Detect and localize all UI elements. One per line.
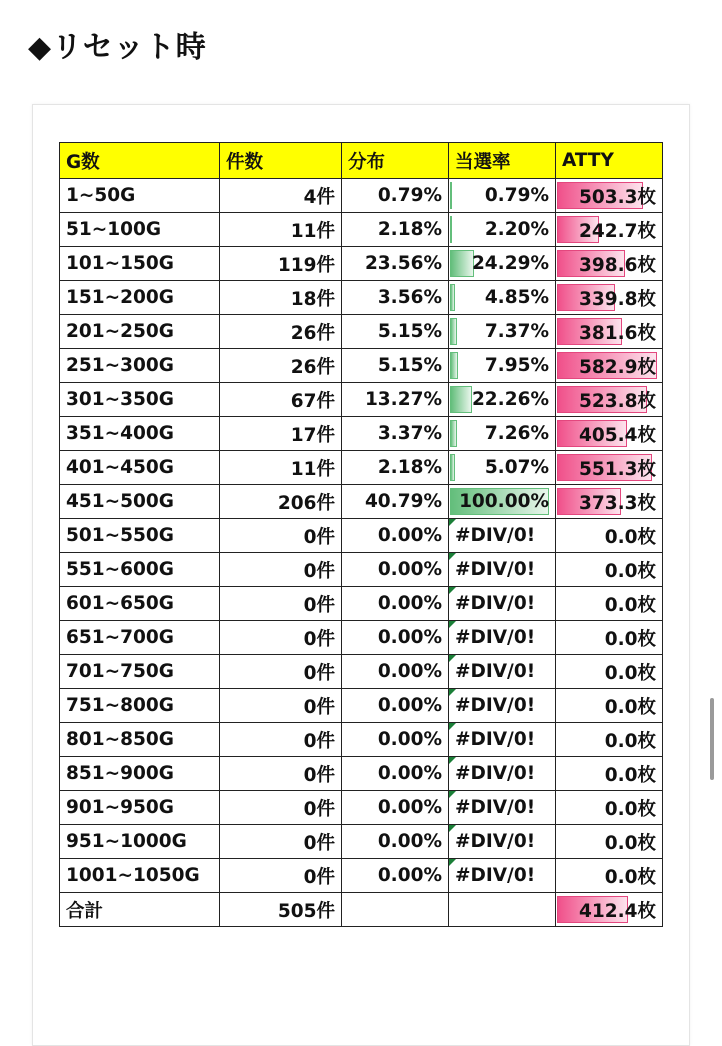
count-cell [220, 757, 342, 791]
atty-cell [556, 349, 663, 383]
distribution-cell-text: 0.00% [377, 627, 442, 648]
count-cell-text: 119件 [277, 254, 335, 276]
atty-cell [556, 893, 663, 927]
distribution-cell [342, 587, 449, 621]
table-row [60, 417, 663, 451]
table-row [60, 315, 663, 349]
hit-rate-cell [449, 757, 556, 791]
count-cell [220, 315, 342, 349]
range-cell [60, 791, 220, 825]
range-cell-text: 101~150G [66, 253, 174, 274]
hit-rate-databar [450, 352, 458, 379]
count-cell [220, 383, 342, 417]
total-label-cell [60, 893, 220, 927]
hit-rate-databar [450, 454, 455, 481]
atty-cell [556, 247, 663, 281]
distribution-cell-text: 0.00% [377, 661, 442, 682]
count-cell-text: 0件 [303, 526, 335, 548]
count-cell [220, 825, 342, 859]
error-marker-icon [449, 723, 456, 730]
header-atty: ATTY [556, 143, 663, 179]
distribution-cell [342, 621, 449, 655]
hit-rate-databar [450, 284, 455, 311]
header-distribution: 分布 [342, 143, 449, 179]
count-cell-text: 0件 [303, 866, 335, 888]
table-row [60, 281, 663, 315]
hit-rate-cell-text: #DIV/0! [455, 763, 536, 784]
hit-rate-cell-text: 22.26% [471, 389, 549, 410]
range-cell-text: 151~200G [66, 287, 174, 308]
hit-rate-cell [449, 621, 556, 655]
hit-rate-databar [450, 386, 472, 413]
atty-cell [556, 315, 663, 349]
atty-cell-text: 0.0枚 [604, 560, 656, 582]
hit-rate-cell [449, 893, 556, 927]
distribution-cell-text: 0.00% [377, 729, 442, 750]
distribution-cell [342, 485, 449, 519]
range-cell [60, 621, 220, 655]
atty-cell-text: 0.0枚 [604, 730, 656, 752]
table-row [60, 451, 663, 485]
table-row [60, 621, 663, 655]
count-cell [220, 519, 342, 553]
atty-cell-text: 582.9枚 [578, 356, 656, 378]
count-cell-text: 0件 [303, 798, 335, 820]
atty-cell [556, 485, 663, 519]
range-cell [60, 587, 220, 621]
hit-rate-cell-text: #DIV/0! [455, 661, 536, 682]
total-label-cell-text: 合計 [66, 900, 104, 922]
atty-cell [556, 383, 663, 417]
count-cell-text: 11件 [290, 220, 335, 242]
count-cell-text: 18件 [290, 288, 335, 310]
hit-rate-cell-text: 24.29% [471, 253, 549, 274]
atty-cell-text: 242.7枚 [578, 220, 656, 242]
atty-cell-text: 503.3枚 [578, 186, 656, 208]
count-cell [220, 179, 342, 213]
count-cell-text: 67件 [290, 390, 335, 412]
count-cell [220, 655, 342, 689]
count-cell-text: 0件 [303, 594, 335, 616]
count-cell-text: 0件 [303, 696, 335, 718]
count-cell [220, 587, 342, 621]
count-cell-text: 4件 [303, 186, 335, 208]
error-marker-icon [449, 757, 456, 764]
hit-rate-cell [449, 451, 556, 485]
range-cell [60, 723, 220, 757]
error-marker-icon [449, 791, 456, 798]
range-cell [60, 349, 220, 383]
table-row [60, 485, 663, 519]
distribution-cell-text: 0.00% [377, 865, 442, 886]
hit-rate-cell [449, 553, 556, 587]
error-marker-icon [449, 519, 456, 526]
distribution-cell-text: 5.15% [377, 355, 442, 376]
error-marker-icon [449, 655, 456, 662]
atty-cell-text: 412.4枚 [578, 900, 656, 922]
hit-rate-cell-text: 5.07% [484, 457, 549, 478]
distribution-cell-text: 2.18% [377, 219, 442, 240]
atty-cell-text: 0.0枚 [604, 866, 656, 888]
hit-rate-cell [449, 791, 556, 825]
error-marker-icon [449, 587, 456, 594]
count-cell-text: 0件 [303, 730, 335, 752]
atty-cell [556, 825, 663, 859]
table-row [60, 213, 663, 247]
count-cell-text: 17件 [290, 424, 335, 446]
range-cell-text: 401~450G [66, 457, 174, 478]
table-header-row [60, 143, 663, 179]
count-cell-text: 0件 [303, 560, 335, 582]
atty-cell [556, 281, 663, 315]
atty-cell-text: 0.0枚 [604, 798, 656, 820]
table-row [60, 247, 663, 281]
atty-cell-text: 0.0枚 [604, 662, 656, 684]
range-cell-text: 751~800G [66, 695, 174, 716]
hit-rate-cell [449, 689, 556, 723]
range-cell-text: 251~300G [66, 355, 174, 376]
range-cell [60, 383, 220, 417]
table-total-row [60, 893, 663, 927]
hit-rate-cell-text: 7.95% [484, 355, 549, 376]
distribution-cell-text: 0.00% [377, 593, 442, 614]
atty-cell [556, 451, 663, 485]
atty-cell [556, 689, 663, 723]
count-cell-text: 26件 [290, 356, 335, 378]
atty-cell-text: 0.0枚 [604, 696, 656, 718]
atty-cell [556, 417, 663, 451]
atty-cell-text: 373.3枚 [578, 492, 656, 514]
count-cell [220, 417, 342, 451]
hit-rate-cell-text: 7.37% [484, 321, 549, 342]
hit-rate-cell-text: #DIV/0! [455, 797, 536, 818]
hit-rate-cell-text: 100.00% [459, 491, 549, 512]
hit-rate-databar [450, 318, 457, 345]
atty-cell [556, 791, 663, 825]
hit-rate-cell [449, 383, 556, 417]
range-cell [60, 825, 220, 859]
atty-cell [556, 519, 663, 553]
range-cell-text: 701~750G [66, 661, 174, 682]
count-cell-text: 26件 [290, 322, 335, 344]
range-cell-text: 651~700G [66, 627, 174, 648]
hit-rate-cell [449, 315, 556, 349]
header-hit-rate: 当選率 [449, 143, 556, 179]
count-cell [220, 485, 342, 519]
distribution-cell-text: 0.00% [377, 525, 442, 546]
distribution-cell [342, 349, 449, 383]
count-cell-text: 505件 [277, 900, 335, 922]
atty-cell-text: 381.6枚 [578, 322, 656, 344]
error-marker-icon [449, 553, 456, 560]
hit-rate-cell-text: 0.79% [484, 185, 549, 206]
distribution-cell-text: 2.18% [377, 457, 442, 478]
hit-rate-cell-text: #DIV/0! [455, 559, 536, 580]
distribution-cell [342, 791, 449, 825]
hit-rate-cell [449, 417, 556, 451]
range-cell [60, 179, 220, 213]
hit-rate-cell-text: #DIV/0! [455, 729, 536, 750]
distribution-cell [342, 757, 449, 791]
table-row [60, 179, 663, 213]
atty-cell [556, 655, 663, 689]
count-cell-text: 11件 [290, 458, 335, 480]
range-cell [60, 213, 220, 247]
page-scrollbar[interactable] [710, 698, 714, 780]
hit-rate-cell-text: 2.20% [484, 219, 549, 240]
count-cell [220, 791, 342, 825]
count-cell [220, 689, 342, 723]
range-cell-text: 851~900G [66, 763, 174, 784]
count-cell-text: 0件 [303, 628, 335, 650]
hit-rate-cell-text: 7.26% [484, 423, 549, 444]
hit-rate-cell [449, 247, 556, 281]
hit-rate-cell [449, 485, 556, 519]
range-cell [60, 485, 220, 519]
atty-cell [556, 723, 663, 757]
range-cell [60, 247, 220, 281]
atty-cell-text: 0.0枚 [604, 832, 656, 854]
range-cell [60, 281, 220, 315]
range-cell [60, 689, 220, 723]
count-cell-text: 0件 [303, 662, 335, 684]
table-row [60, 723, 663, 757]
distribution-cell [342, 281, 449, 315]
atty-cell [556, 553, 663, 587]
distribution-cell [342, 689, 449, 723]
range-cell [60, 519, 220, 553]
distribution-cell [342, 893, 449, 927]
error-marker-icon [449, 689, 456, 696]
distribution-cell [342, 383, 449, 417]
distribution-cell-text: 0.00% [377, 763, 442, 784]
count-cell [220, 213, 342, 247]
range-cell-text: 351~400G [66, 423, 174, 444]
hit-rate-databar [450, 250, 474, 277]
range-cell-text: 1~50G [66, 185, 136, 206]
section-heading: ◆リセット時 [28, 30, 207, 65]
atty-cell-text: 0.0枚 [604, 764, 656, 786]
distribution-cell [342, 213, 449, 247]
distribution-cell-text: 40.79% [364, 491, 442, 512]
hit-rate-cell [449, 859, 556, 893]
distribution-cell-text: 23.56% [364, 253, 442, 274]
hit-rate-cell [449, 519, 556, 553]
atty-cell-text: 523.8枚 [578, 390, 656, 412]
atty-cell-text: 339.8枚 [578, 288, 656, 310]
count-cell [220, 723, 342, 757]
count-cell [220, 281, 342, 315]
distribution-cell-text: 0.00% [377, 797, 442, 818]
hit-rate-databar [450, 216, 452, 243]
count-cell [220, 621, 342, 655]
count-cell [220, 553, 342, 587]
range-cell-text: 801~850G [66, 729, 174, 750]
distribution-cell [342, 247, 449, 281]
hit-rate-cell [449, 349, 556, 383]
distribution-cell [342, 315, 449, 349]
atty-cell [556, 213, 663, 247]
range-cell-text: 501~550G [66, 525, 174, 546]
range-cell-text: 601~650G [66, 593, 174, 614]
hit-rate-cell-text: #DIV/0! [455, 695, 536, 716]
table-row [60, 791, 663, 825]
hit-rate-cell-text: #DIV/0! [455, 593, 536, 614]
range-cell-text: 301~350G [66, 389, 174, 410]
atty-cell-text: 0.0枚 [604, 594, 656, 616]
hit-rate-cell [449, 281, 556, 315]
count-cell [220, 451, 342, 485]
atty-cell [556, 859, 663, 893]
range-cell-text: 201~250G [66, 321, 174, 342]
table-row [60, 655, 663, 689]
distribution-cell-text: 0.79% [377, 185, 442, 206]
table-row [60, 859, 663, 893]
hit-rate-cell [449, 723, 556, 757]
range-cell [60, 655, 220, 689]
table-row [60, 553, 663, 587]
table-row [60, 349, 663, 383]
range-cell [60, 451, 220, 485]
hit-rate-cell [449, 179, 556, 213]
hit-rate-cell [449, 825, 556, 859]
range-cell-text: 51~100G [66, 219, 162, 240]
table-row [60, 689, 663, 723]
range-cell [60, 553, 220, 587]
range-cell-text: 551~600G [66, 559, 174, 580]
reset-stats-table [59, 142, 663, 927]
range-cell-text: 451~500G [66, 491, 174, 512]
distribution-cell [342, 417, 449, 451]
table-row [60, 383, 663, 417]
atty-cell-text: 398.6枚 [578, 254, 656, 276]
hit-rate-databar [450, 420, 457, 447]
atty-cell [556, 621, 663, 655]
range-cell [60, 859, 220, 893]
atty-cell [556, 179, 663, 213]
table-row [60, 587, 663, 621]
range-cell-text: 951~1000G [66, 831, 187, 852]
table-row [60, 757, 663, 791]
count-cell-text: 206件 [277, 492, 335, 514]
hit-rate-databar [450, 182, 452, 209]
distribution-cell [342, 179, 449, 213]
count-cell-text: 0件 [303, 832, 335, 854]
distribution-cell [342, 859, 449, 893]
hit-rate-cell-text: #DIV/0! [455, 865, 536, 886]
distribution-cell [342, 519, 449, 553]
hit-rate-cell-text: #DIV/0! [455, 831, 536, 852]
range-cell-text: 1001~1050G [66, 865, 200, 886]
distribution-cell-text: 0.00% [377, 559, 442, 580]
header-count: 件数 [220, 143, 342, 179]
range-cell-text: 901~950G [66, 797, 174, 818]
hit-rate-cell-text: #DIV/0! [455, 627, 536, 648]
hit-rate-cell [449, 587, 556, 621]
hit-rate-cell-text: #DIV/0! [455, 525, 536, 546]
atty-cell [556, 587, 663, 621]
atty-cell-text: 0.0枚 [604, 628, 656, 650]
atty-cell-text: 551.3枚 [578, 458, 656, 480]
distribution-cell-text: 5.15% [377, 321, 442, 342]
error-marker-icon [449, 859, 456, 866]
distribution-cell [342, 825, 449, 859]
count-cell-text: 0件 [303, 764, 335, 786]
distribution-cell-text: 0.00% [377, 831, 442, 852]
header-games: G数 [60, 143, 220, 179]
distribution-cell-text: 13.27% [364, 389, 442, 410]
atty-cell-text: 405.4枚 [578, 424, 656, 446]
range-cell [60, 417, 220, 451]
distribution-cell [342, 655, 449, 689]
distribution-cell-text: 0.00% [377, 695, 442, 716]
distribution-cell [342, 723, 449, 757]
table-row [60, 825, 663, 859]
error-marker-icon [449, 825, 456, 832]
table-row [60, 519, 663, 553]
count-cell [220, 893, 342, 927]
distribution-cell-text: 3.56% [377, 287, 442, 308]
count-cell [220, 349, 342, 383]
range-cell [60, 757, 220, 791]
atty-cell [556, 757, 663, 791]
distribution-cell [342, 553, 449, 587]
hit-rate-cell [449, 655, 556, 689]
atty-cell-text: 0.0枚 [604, 526, 656, 548]
count-cell [220, 859, 342, 893]
range-cell [60, 315, 220, 349]
count-cell [220, 247, 342, 281]
distribution-cell-text: 3.37% [377, 423, 442, 444]
distribution-cell [342, 451, 449, 485]
hit-rate-cell-text: 4.85% [484, 287, 549, 308]
error-marker-icon [449, 621, 456, 628]
hit-rate-cell [449, 213, 556, 247]
